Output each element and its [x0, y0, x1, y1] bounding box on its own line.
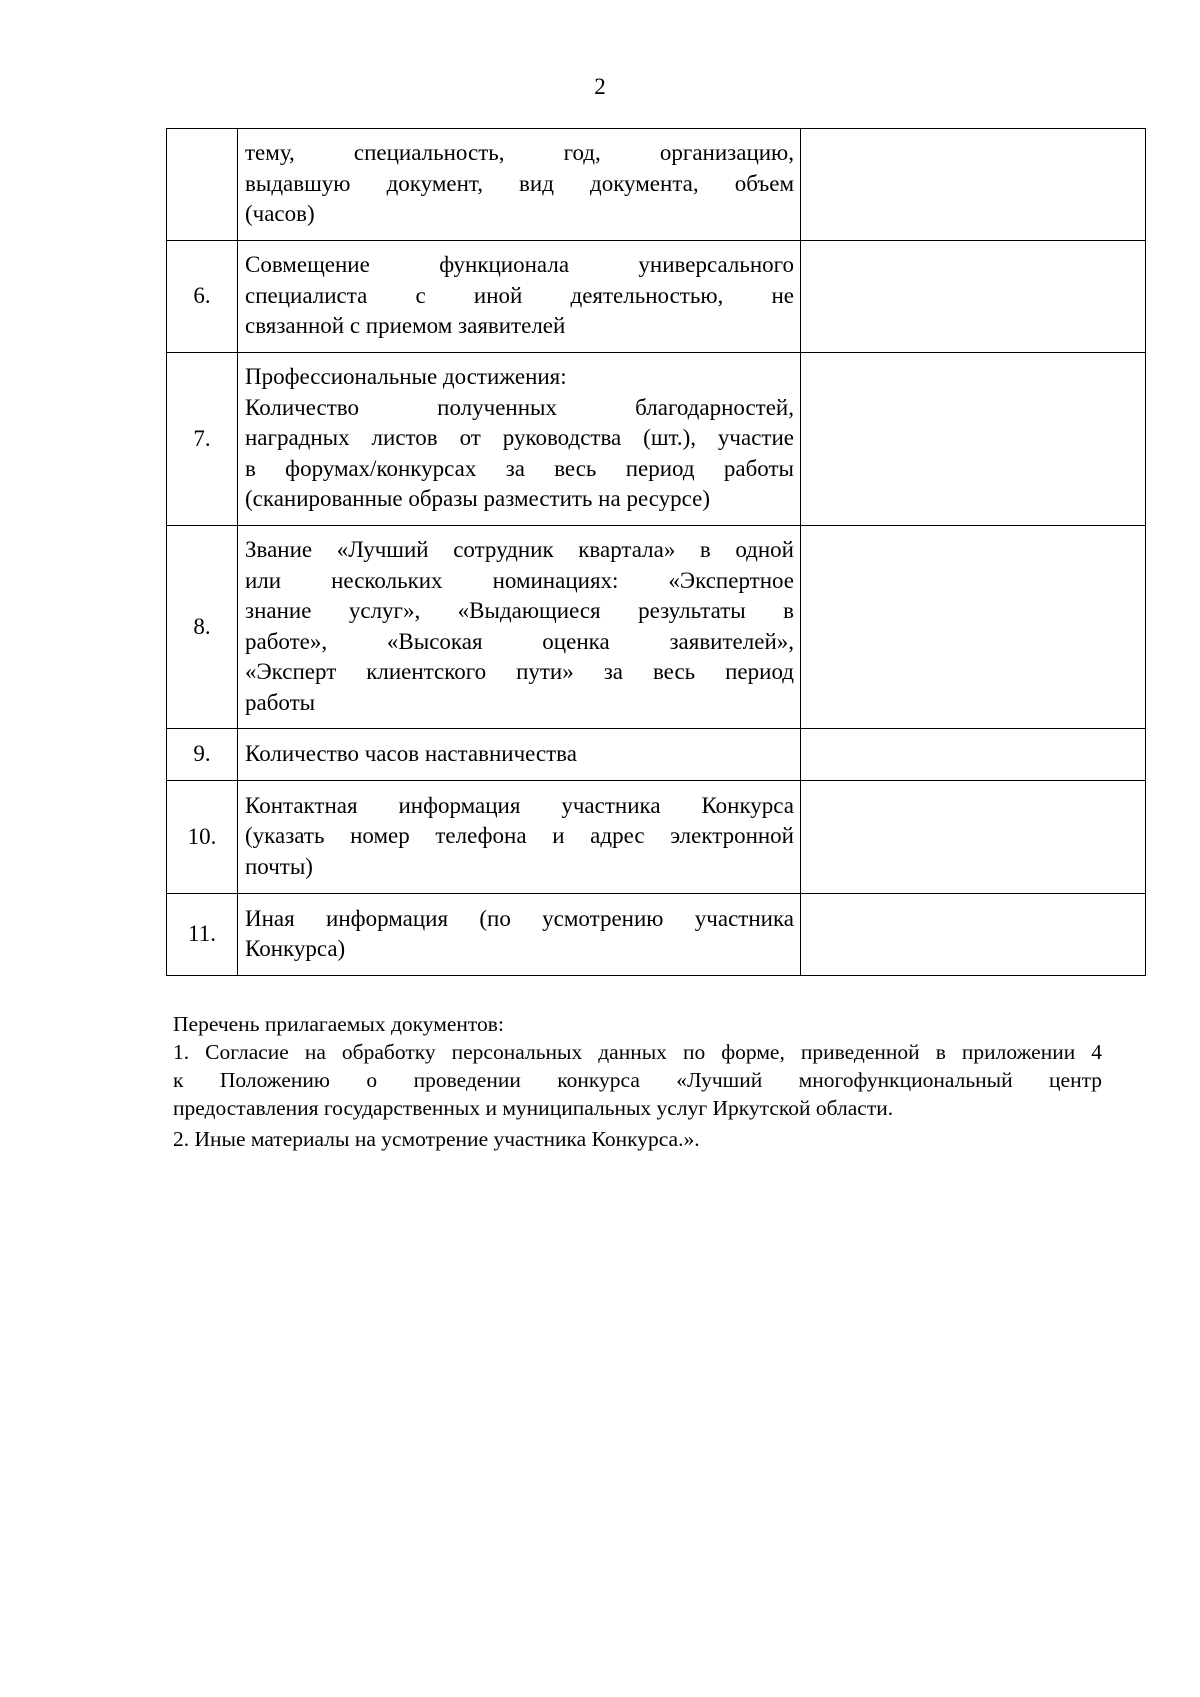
description-line: почты) [245, 853, 313, 879]
description-line: Конкурса) [245, 936, 346, 961]
row-number: 11. [167, 894, 238, 976]
description-line: специалиста с иной деятельностью, не [245, 282, 794, 308]
table-row [167, 526, 1146, 729]
row-number [167, 129, 238, 241]
table-row [167, 241, 1146, 353]
attachment-item-1-line: к Положению о проведении конкурса «Лучший многофункциональный центр [173, 1068, 1102, 1092]
row-number: 10. [167, 781, 238, 894]
attachments-heading: Перечень прилагаемых документов: [173, 1012, 504, 1036]
page-number: 2 [594, 74, 606, 99]
row-number: 8. [167, 526, 238, 729]
description-line: работы [245, 689, 316, 715]
description-line: знание услуг», «Выдающиеся результаты в [245, 598, 794, 623]
description-line: выдавшую документ, вид документа, объем [245, 170, 794, 196]
row-value-cell[interactable] [801, 729, 1146, 781]
row-value-cell[interactable] [801, 526, 1146, 729]
table-row [167, 129, 1146, 241]
row-value-cell[interactable] [801, 781, 1146, 894]
description-line: Иная информация (по усмотрению участника [245, 905, 794, 931]
description-line: (указать номер телефона и адрес электронной [245, 823, 794, 849]
description-line: тему, специальность, год, организацию, [245, 140, 794, 166]
description-line: Звание «Лучший сотрудник квартала» в одной [245, 537, 794, 562]
description-line: (сканированные образы разместить на ресурсе) [245, 486, 710, 512]
table-row [167, 729, 1146, 781]
row-description [238, 129, 801, 241]
attachment-item-1-line: 1. Согласие на обработку персональных данных по форме, приведенной в приложении 4 [173, 1040, 1102, 1064]
row-value-cell[interactable] [801, 353, 1146, 526]
table-row [167, 894, 1146, 976]
description-line: Количество часов наставничества [245, 740, 577, 766]
row-description [238, 526, 801, 729]
attachment-item-2: 2. Иные материалы на усмотрение участника Конкурса.». [173, 1127, 700, 1151]
row-number: 9. [167, 729, 238, 781]
attachments-list [173, 1010, 1102, 1153]
row-description [238, 894, 801, 976]
row-value-cell[interactable] [801, 894, 1146, 976]
description-line: (часов) [245, 201, 315, 227]
description-line: или нескольких номинациях: «Экспертное [245, 567, 794, 593]
row-value-cell[interactable] [801, 129, 1146, 241]
table-row [167, 353, 1146, 526]
description-line: Совмещение функционала универсального [245, 252, 794, 278]
row-number: 6. [167, 241, 238, 353]
row-number: 7. [167, 353, 238, 526]
description-line: Профессиональные достижения: [245, 364, 567, 390]
description-line: Количество полученных благодарностей, [245, 394, 794, 420]
description-line: «Эксперт клиентского пути» за весь период [245, 659, 794, 684]
row-description [238, 353, 801, 526]
description-line: в форумах/конкурсах за весь период работы [245, 455, 794, 481]
row-description [238, 241, 801, 353]
attachment-item-1-line: предоставления государственных и муниципальных услуг Иркутской области. [173, 1096, 894, 1120]
description-line: работе», «Высокая оценка заявителей», [245, 628, 794, 654]
description-line: наградных листов от руководства (шт.), участие [245, 425, 794, 451]
description-line: Контактная информация участника Конкурса [245, 792, 794, 818]
description-line: связанной с приемом заявителей [245, 313, 566, 339]
row-value-cell[interactable] [801, 241, 1146, 353]
row-description [238, 781, 801, 894]
form-table [166, 128, 1146, 976]
row-description [238, 729, 801, 781]
table-row [167, 781, 1146, 894]
